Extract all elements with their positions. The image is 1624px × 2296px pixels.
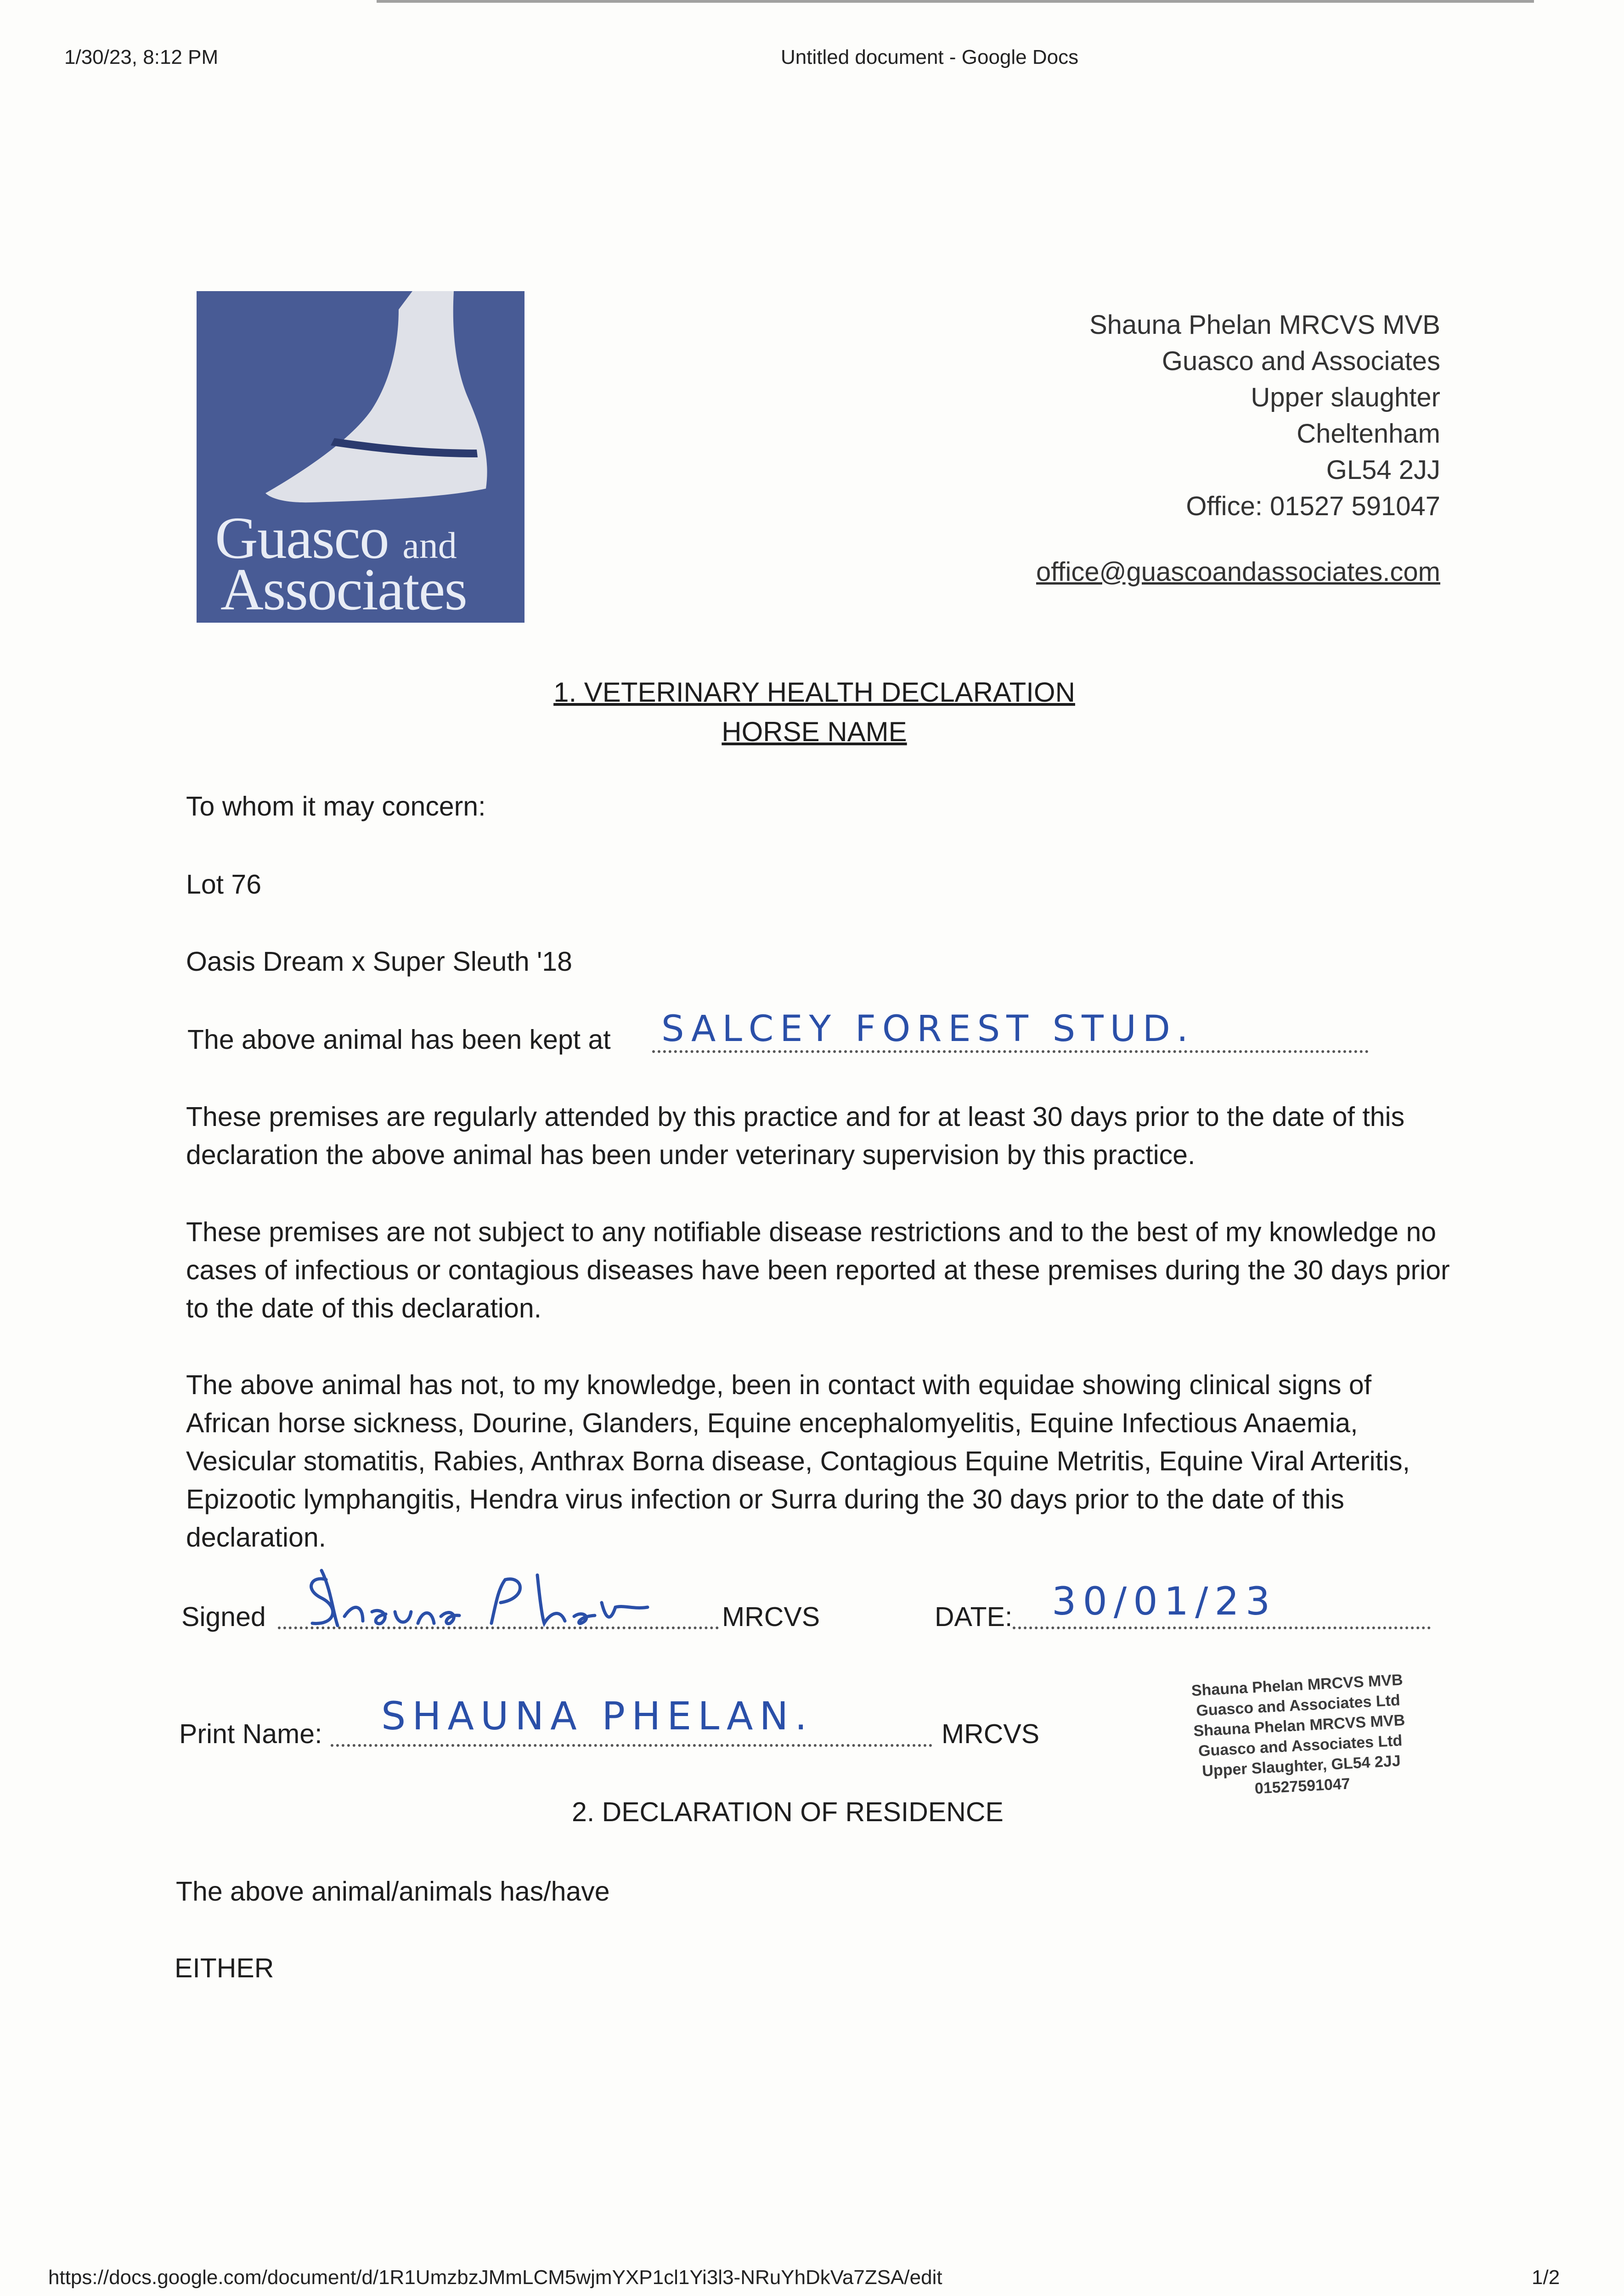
practice-email-link[interactable]: office@guascoandassociates.com bbox=[1036, 557, 1440, 587]
stamp-line: Shauna Phelan MRCVS MVB bbox=[1193, 1711, 1406, 1740]
kept-at-handwritten: SALCEY FOREST STUD. bbox=[661, 1008, 1195, 1050]
date-label: DATE: bbox=[935, 1602, 1013, 1632]
paragraph-restrictions: These premises are not subject to any notifiable disease restrictions and to the best of my knowledge no cases of infectious or contagious diseases have been reported at these premises during the 30 days prior to the date of this declaration. bbox=[186, 1217, 1450, 1323]
practice-stamp bbox=[1145, 1667, 1455, 1804]
print-datetime: 1/30/23, 8:12 PM bbox=[64, 46, 219, 68]
declaration-title-line2: HORSE NAME bbox=[722, 716, 907, 747]
kept-at-dotted-line bbox=[652, 1050, 1369, 1053]
practice-address bbox=[1089, 307, 1440, 524]
paragraph-supervision: These premises are regularly attended by this practice and for at least 30 days prior to the date of this declaration the above animal has been under veterinary supervision by this practice. bbox=[186, 1102, 1405, 1170]
date-dotted-line bbox=[1013, 1626, 1431, 1629]
print-name-label: Print Name: bbox=[179, 1719, 322, 1749]
address-line: Shauna Phelan MRCVS MVB bbox=[1089, 310, 1440, 340]
signed-mrcvs-suffix: MRCVS bbox=[722, 1602, 820, 1632]
address-line: GL54 2JJ bbox=[1326, 455, 1440, 485]
declaration-title bbox=[536, 673, 1092, 752]
stamp-line: Guasco and Associates Ltd bbox=[1198, 1732, 1403, 1760]
logo-wordmark-line2: Associates bbox=[220, 557, 467, 623]
stamp-line: Guasco and Associates Ltd bbox=[1195, 1691, 1401, 1720]
stamp-line: 01527591047 bbox=[1254, 1775, 1351, 1798]
handwritten-signature bbox=[294, 1561, 707, 1635]
address-line: Cheltenham bbox=[1297, 419, 1440, 449]
section2-line1: The above animal/animals has/have bbox=[176, 1876, 610, 1907]
paragraph-diseases: The above animal has not, to my knowledge, been in contact with equidae showing clinical signs of African horse sickness, Dourine, Glanders, Equine encephalomyelitis, Equine Infectious Anaemia, Vesicular stomatitis, Rabies, Anthrax Borna disease, Contagious Equine Metritis, Equine Viral Arteritis, Epizootic lymphangitis, Hendra virus infection or Surra during the 30 days prior to the date of this declaration. bbox=[186, 1370, 1410, 1553]
print-footer-url: https://docs.google.com/document/d/1R1UmzbzJMmLCM5wjmYXP1cl1Yi3l3-NRuYhDkVa7ZSA/edit bbox=[48, 2266, 942, 2289]
address-line: Guasco and Associates bbox=[1162, 346, 1440, 376]
address-line: Upper slaughter bbox=[1251, 383, 1440, 412]
section2-heading: 2. DECLARATION OF RESIDENCE bbox=[572, 1797, 1004, 1827]
declaration-title-line1: 1. VETERINARY HEALTH DECLARATION bbox=[553, 677, 1075, 708]
salutation: To whom it may concern: bbox=[186, 791, 486, 822]
print-name-handwritten: SHAUNA PHELAN. bbox=[381, 1694, 814, 1739]
kept-at-label: The above animal has been kept at bbox=[187, 1024, 611, 1055]
address-line: Office: 01527 591047 bbox=[1186, 491, 1440, 521]
scan-top-edge bbox=[377, 0, 1534, 3]
print-mrcvs-suffix: MRCVS bbox=[942, 1719, 1040, 1749]
section2-either: EITHER bbox=[175, 1953, 274, 1983]
logo-wordmark-line1: Guasco and bbox=[215, 505, 457, 571]
signed-label: Signed bbox=[181, 1602, 266, 1632]
stamp-line: Upper Slaughter, GL54 2JJ bbox=[1201, 1752, 1401, 1780]
print-page-number: 1/2 bbox=[1532, 2266, 1560, 2289]
print-doc-title: Untitled document - Google Docs bbox=[781, 46, 1079, 68]
date-handwritten: 30/01/23 bbox=[1052, 1579, 1277, 1624]
company-logo bbox=[197, 291, 524, 623]
breeding-line: Oasis Dream x Super Sleuth '18 bbox=[186, 946, 572, 977]
stamp-line: Shauna Phelan MRCVS MVB bbox=[1191, 1671, 1404, 1700]
lot-number: Lot 76 bbox=[186, 869, 262, 900]
print-name-dotted-line bbox=[331, 1744, 932, 1747]
